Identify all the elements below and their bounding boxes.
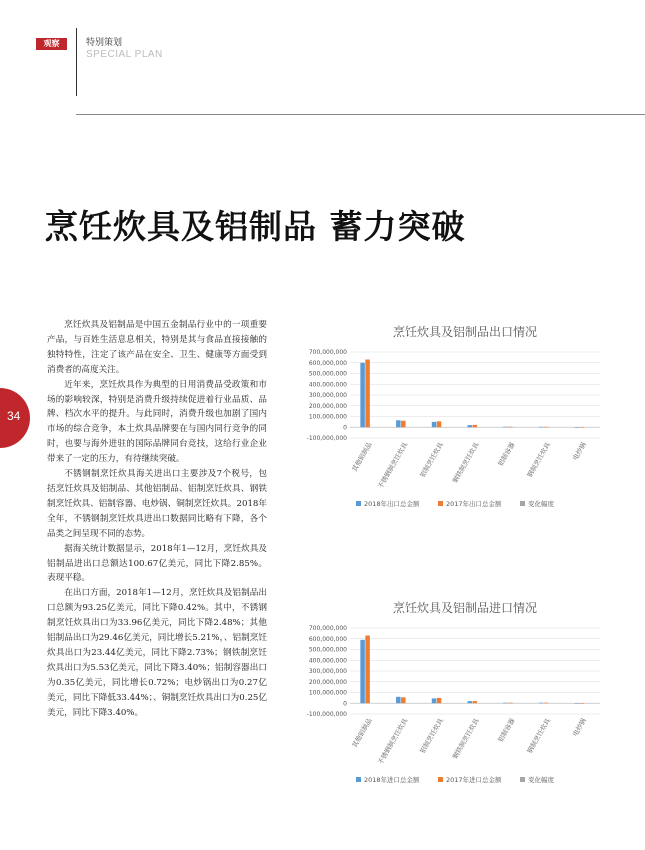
category-label: 铝制容器: [496, 717, 517, 744]
bar: [580, 427, 585, 428]
y-tick-label: 500,000,000: [308, 646, 347, 654]
bar: [508, 703, 513, 704]
bar: [360, 363, 365, 428]
header-divider: [76, 28, 77, 96]
y-tick-label: 400,000,000: [308, 381, 347, 389]
y-tick-label: 0: [343, 424, 347, 432]
legend-label: 2018年出口总金额: [364, 500, 420, 508]
bar: [503, 427, 508, 428]
section-title-cn: 特别策划: [86, 38, 123, 48]
bar: [580, 703, 585, 704]
category-label: 其他铝制品: [350, 441, 374, 474]
bar: [473, 425, 478, 427]
legend-swatch: [438, 501, 443, 506]
article-title: 烹饪炊具及铝制品 蓄力突破: [45, 207, 466, 246]
bar: [544, 427, 549, 428]
header-rule: [76, 114, 645, 115]
bar: [575, 427, 580, 428]
chart-title: 烹饪炊具及铝制品进口情况: [392, 601, 538, 615]
y-tick-label: 200,000,000: [308, 402, 347, 410]
export-chart: [280, 318, 610, 518]
category-label: 铝制烹饪炊具: [418, 441, 446, 479]
bar: [575, 703, 580, 704]
bar: [539, 427, 544, 428]
legend-swatch: [356, 777, 361, 782]
legend-swatch: [356, 501, 361, 506]
import-chart: [280, 594, 610, 794]
paragraph: 烹饪炊具及铝制品是中国五金制品行业中的一项重要产品，与百姓生活息息相关，特别是其与食品直接接触的独特特性，注定了该产品在安全、卫生、健康等方面受到消费者的高度关注。: [47, 320, 267, 375]
y-tick-label: 100,000,000: [308, 413, 347, 421]
section-title-en: SPECIAL PLAN: [86, 49, 163, 60]
bar: [365, 360, 370, 428]
category-label: 电炒锅: [571, 441, 588, 462]
legend-label: 变化幅度: [528, 776, 554, 784]
bar: [396, 420, 401, 427]
legend-swatch: [520, 501, 525, 506]
y-tick-label: 600,000,000: [308, 359, 347, 367]
bar: [539, 703, 544, 704]
column-tag: 观察: [36, 38, 67, 50]
y-tick-label: 300,000,000: [308, 668, 347, 675]
category-label: 电炒锅: [571, 717, 588, 738]
category-label: 钢铁制烹饪炊具: [451, 717, 481, 761]
paragraph: 据海关统计数据显示，2018年1—12月，烹饪炊具及铝制品进出口总额达100.67亿美元，同比下降2.85%。表现平稳。: [47, 543, 267, 584]
y-tick-label: 600,000,000: [308, 635, 347, 643]
legend-label: 2017年进口总金额: [446, 776, 502, 784]
legend-label: 2018年进口总金额: [364, 776, 420, 784]
bar: [473, 701, 478, 703]
y-tick-label: 700,000,000: [308, 349, 347, 356]
bar: [437, 421, 442, 427]
bar: [360, 640, 365, 703]
y-tick-label: 0: [343, 700, 347, 708]
y-tick-label: 200,000,000: [308, 678, 347, 686]
legend-swatch: [520, 777, 525, 782]
bar: [432, 422, 437, 427]
paragraph: 在出口方面，2018年1—12月，烹饪炊具及铝制品出口总额为93.25亿美元，同比下降0.42%。其中，不锈钢制烹饪炊具出口为33.96亿美元，同比下降2.48%；其他铝制品出口为29.46亿美元，同比增长5.21%，、铝制烹饪炊具出口为23.44亿美元，同比下降2.73%；钢铁制烹饪炊具出口为5.53亿美元，同比下降3.40%；铝制容器出口为0.35亿美元，同比增长0.72%；电炒锅出口为0.27亿美元，同比下降低33.44%；、铜制烹饪炊具出口为0.25亿美元，同比下降3.40%。: [47, 588, 267, 718]
paragraph: 近年来，烹饪炊具作为典型的日用消费品受政策和市场的影响较深，特别是消费升级持续促进着行业品质、品牌、档次水平的提升。与此同时，消费升级也加剧了国内市场的综合竞争，本土炊具品牌要在与国内同行竞争的同时，也要与海外进驻的国际品牌同台竞技，这给行业企业带来了一定的压力，有待继续突破。: [47, 379, 267, 465]
bar: [432, 698, 437, 703]
category-label: 其他铝制品: [350, 717, 374, 750]
y-tick-label: -100,000,000: [306, 711, 347, 718]
bar: [401, 421, 406, 427]
y-tick-label: 700,000,000: [308, 625, 347, 632]
bar: [401, 697, 406, 703]
bar: [365, 636, 370, 704]
y-tick-label: 500,000,000: [308, 370, 347, 378]
bar: [508, 427, 513, 428]
paragraph: 不锈钢制烹饪炊具海关进出口主要涉及7个税号，包括烹饪炊具及铝制品、其他铝制品、铝制烹饪炊具、钢铁制烹饪炊具、铝制容器、电炒锅、铜制烹饪炊具。2018年全年，不锈钢制烹饪炊具进出口数据同比略有下降，各个品类之间呈现不同的态势。: [47, 469, 267, 539]
bar: [544, 703, 549, 704]
bar: [468, 701, 473, 703]
chart-title: 烹饪炊具及铝制品出口情况: [392, 325, 538, 339]
y-tick-label: 100,000,000: [308, 689, 347, 697]
legend-swatch: [438, 777, 443, 782]
category-label: 钢制烹饪炊具: [525, 441, 553, 479]
category-label: 铝制烹饪炊具: [418, 717, 446, 755]
legend-label: 变化幅度: [528, 500, 554, 508]
page-number: 34: [7, 409, 21, 423]
bar: [396, 697, 401, 703]
category-label: 钢制烹饪炊具: [525, 717, 553, 755]
bar: [503, 703, 508, 704]
article-body: [47, 318, 267, 720]
bar: [468, 425, 473, 427]
legend-label: 2017年出口总金额: [446, 500, 502, 508]
y-tick-label: 300,000,000: [308, 392, 347, 399]
category-label: 铝制容器: [496, 441, 517, 468]
category-label: 钢铁制烹饪炊具: [451, 441, 481, 485]
category-label: 不锈钢制烹饪炊具: [376, 717, 410, 767]
bar: [437, 698, 442, 703]
category-label: 不锈钢制烹饪炊具: [376, 441, 410, 491]
y-tick-label: 400,000,000: [308, 657, 347, 665]
y-tick-label: -100,000,000: [306, 435, 347, 442]
